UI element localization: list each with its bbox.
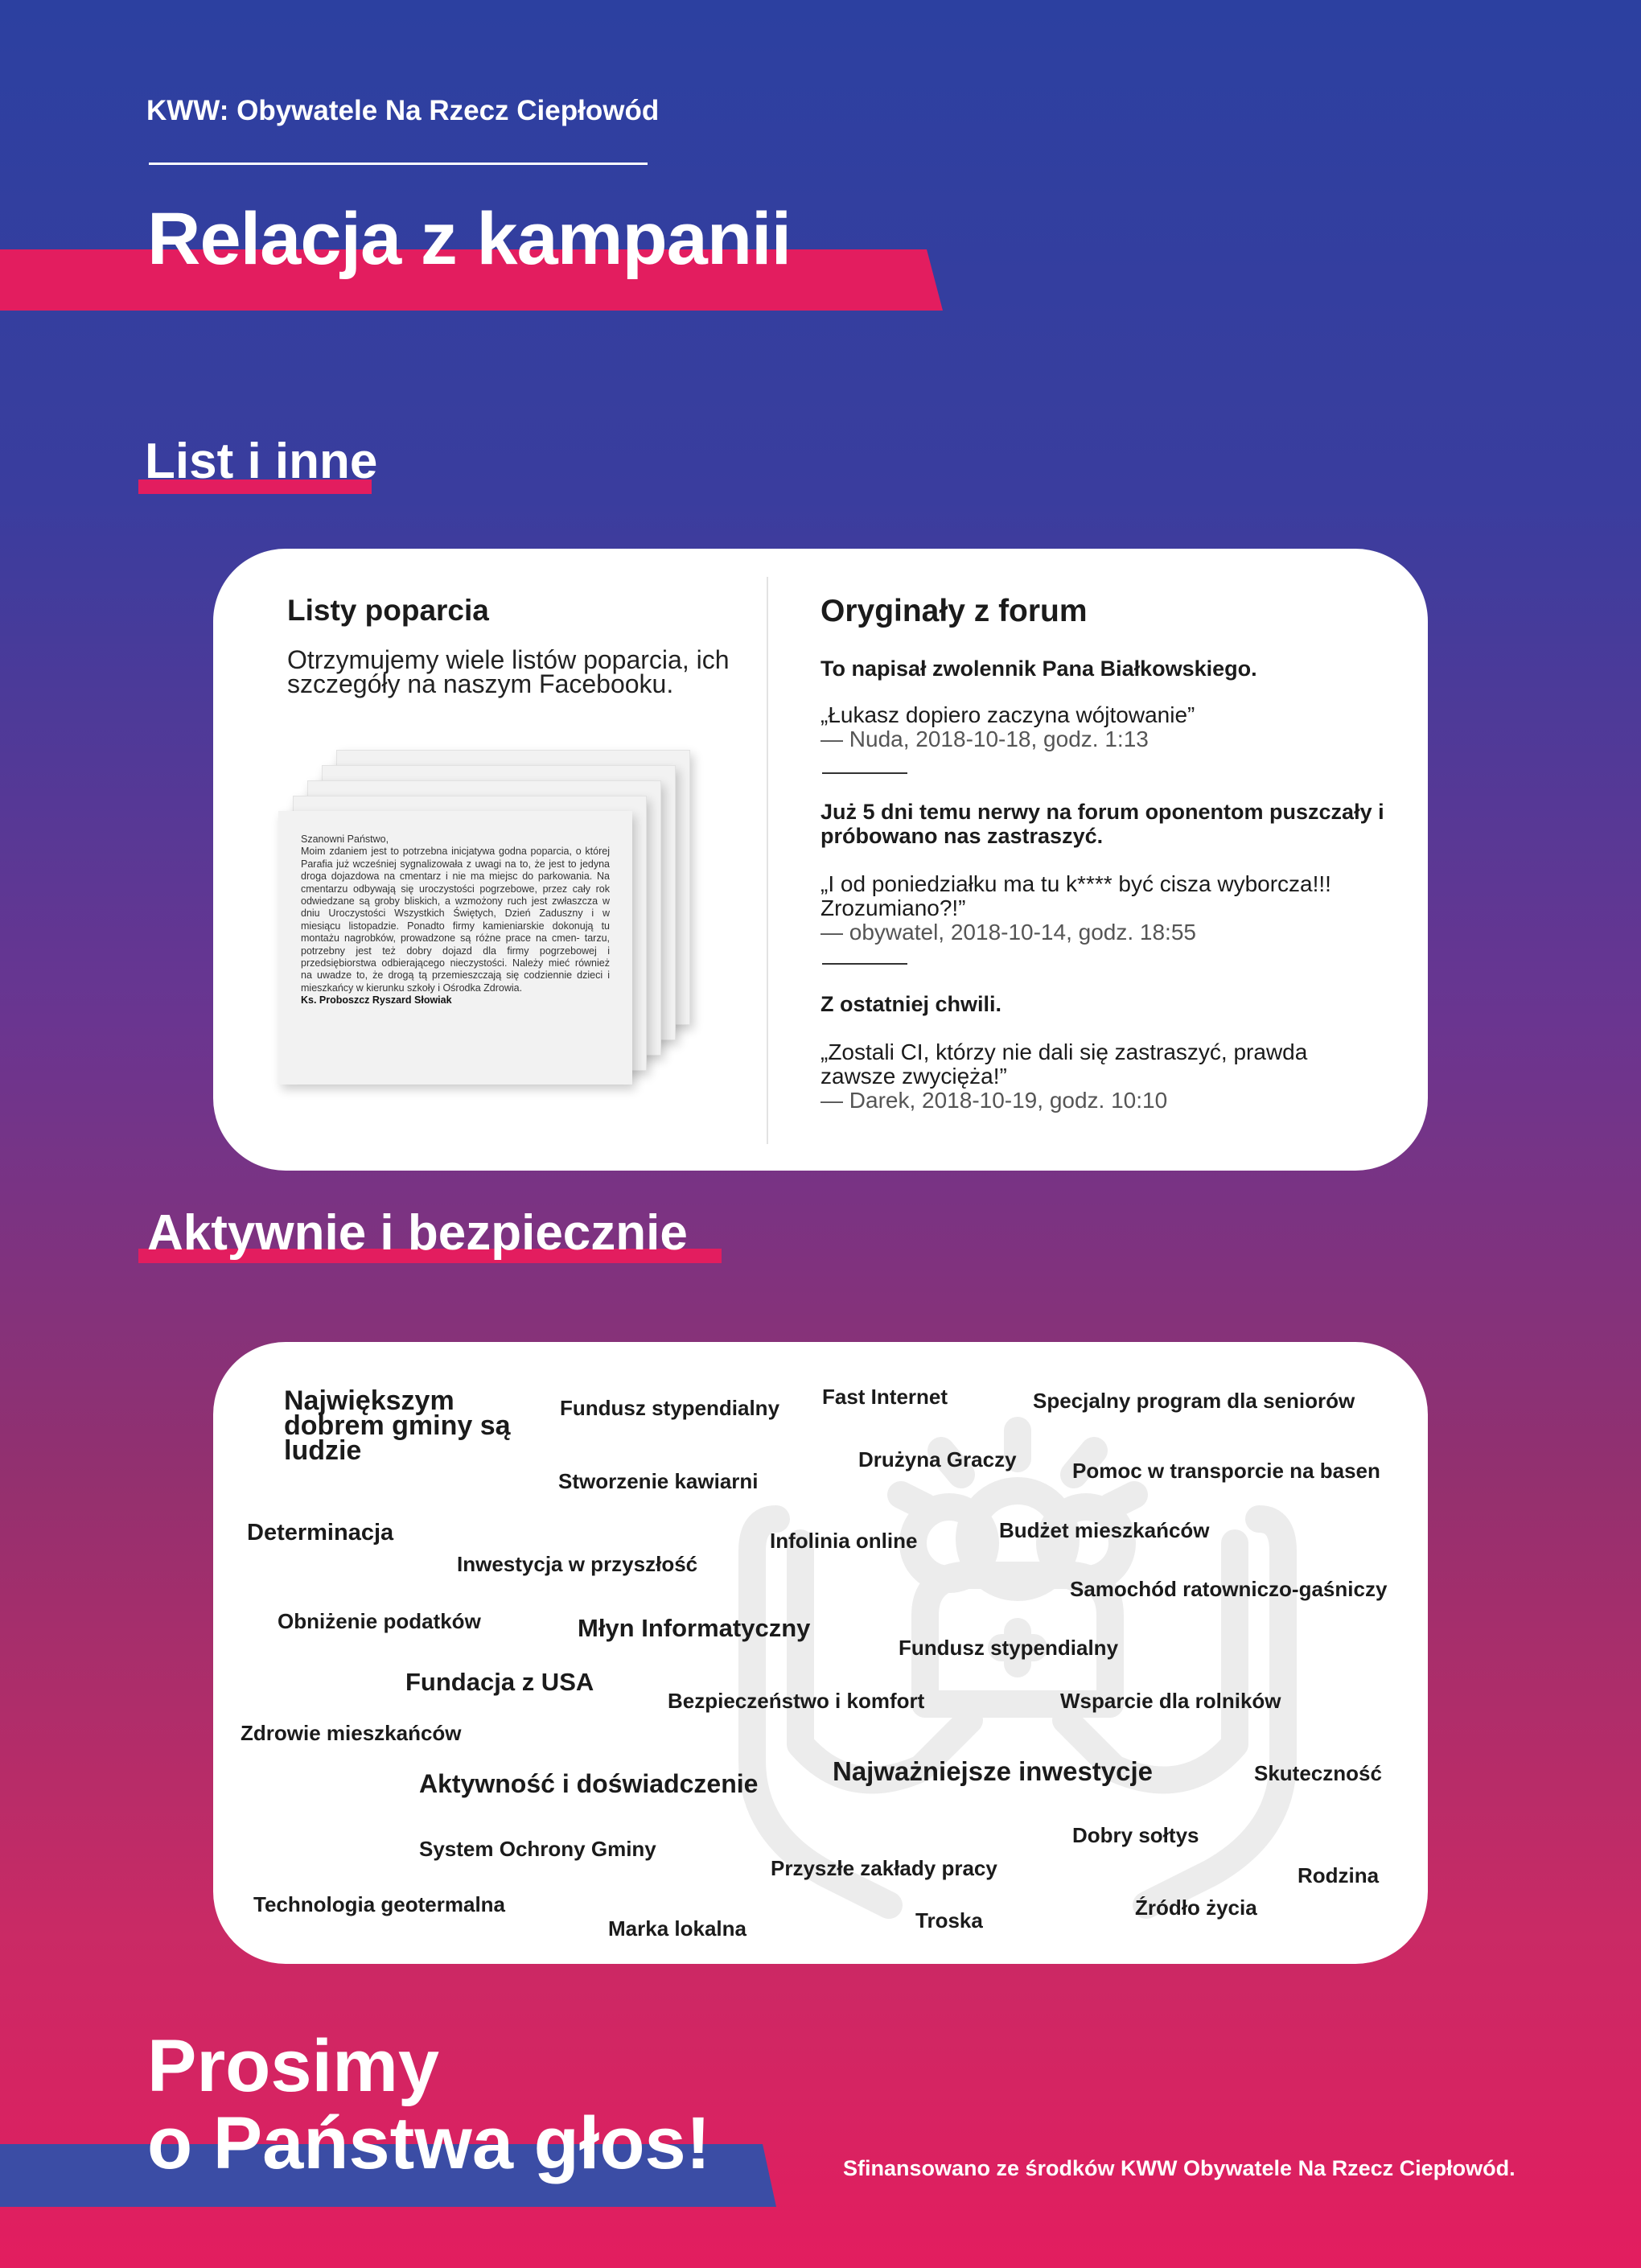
cloud-tag: Drużyna Graczy	[858, 1447, 1017, 1472]
cloud-tag: Stworzenie kawiarni	[558, 1469, 759, 1493]
call-to-vote-line1: Prosimy	[147, 2025, 440, 2107]
cloud-tag: Źródło życia	[1135, 1895, 1257, 1920]
cloud-tag: Rodzina	[1298, 1863, 1380, 1887]
forum-entry-meta: — Nuda, 2018-10-18, godz. 1:13	[820, 727, 1149, 751]
cloud-tag: Specjalny program dla seniorów	[1033, 1389, 1355, 1413]
section-title-active: Aktywnie i bezpiecznie	[147, 1205, 688, 1261]
call-to-vote	[147, 2027, 710, 2182]
cloud-tag: Dobry sołtys	[1072, 1823, 1199, 1847]
forum-entry-intro: Z ostatniej chwili.	[820, 992, 1002, 1016]
header-divider	[149, 163, 648, 165]
forum-entry-intro: Już 5 dni temu nerwy na forum oponentom puszczały i próbowano nas zastraszyć.	[820, 800, 1384, 848]
cloud-tag: Skuteczność	[1254, 1761, 1382, 1785]
section-title-list: List i inne	[145, 434, 378, 489]
support-letters-heading: Listy poparcia	[287, 594, 489, 627]
letter-signature: Ks. Proboszcz Ryszard Słowiak	[301, 994, 452, 1006]
cloud-tag: Bezpieczeństwo i komfort	[668, 1689, 925, 1713]
forum-entry-meta: — obywatel, 2018-10-14, godz. 18:55	[820, 920, 1196, 945]
cloud-tag: Determinacja	[247, 1520, 394, 1546]
cloud-tag: Fundusz stypendialny	[899, 1636, 1119, 1660]
cloud-tag: Infolinia online	[770, 1529, 918, 1553]
cloud-tag: Budżet mieszkańców	[999, 1518, 1210, 1542]
forum-heading: Oryginały z forum	[820, 594, 1088, 628]
forum-separator	[822, 963, 907, 965]
support-letter	[278, 811, 632, 1085]
forum-entry-quote: „I od poniedziałku ma tu k**** być cisza wyborcza!!! Zrozumiano?!”	[820, 871, 1331, 920]
cloud-tag: Aktywność i doświadczenie	[419, 1769, 759, 1798]
cloud-tag: System Ochrony Gminy	[419, 1837, 656, 1861]
forum-entry-quote: „Zostali CI, którzy nie dali się zastraszyć, prawda zawsze zwycięża!”	[820, 1039, 1308, 1089]
cloud-tag: Największym dobrem gminy są ludzie	[284, 1385, 511, 1466]
support-letters-description: Otrzymujemy wiele listów poparcia, ich szczegóły na naszym Facebooku.	[287, 645, 730, 698]
cloud-tag: Troska	[915, 1908, 983, 1933]
forum-entry-meta: — Darek, 2018-10-19, godz. 10:10	[820, 1088, 1168, 1113]
cloud-tag: Samochód ratowniczo-gaśniczy	[1070, 1577, 1388, 1601]
cloud-tag: Technologia geotermalna	[253, 1892, 506, 1916]
cloud-tag: Fundacja z USA	[405, 1668, 594, 1696]
forum-entry-intro: To napisał zwolennik Pana Białkowskiego.	[820, 657, 1257, 681]
organization-name: KWW: Obywatele Na Rzecz Ciepłowód	[146, 95, 660, 126]
cloud-tag: Inwestycja w przyszłość	[457, 1552, 698, 1576]
forum-entry-quote: „Łukasz dopiero zaczyna wójtowanie”	[820, 702, 1195, 727]
cloud-tag: Fast Internet	[822, 1385, 948, 1409]
cloud-tag: Wsparcie dla rolników	[1060, 1689, 1281, 1713]
card-divider	[767, 577, 768, 1144]
cloud-tag: Zdrowie mieszkańców	[241, 1721, 462, 1745]
forum-separator	[822, 772, 907, 774]
letter-body: Moim zdaniem jest to potrzebna inicjatywa godna poparcia, o której Parafia już wcześniej sygnalizowała z uwagi na to, że jest to jedyna droga dojazdowa na cmentarz i nie ma miejsc do parkowania. Na cmentarzu odbywają się uroczystości pogrzebowe, przez cały rok odwiedzane są groby bliskich, a wzmożony ruch jest zwłaszcza w dniu Uroczystości Wszystkich Świętych, Dzień Zaduszny i w miesiącu listopadzie. Ponadto firmy kamieniarskie dokonują tu montażu nagrobków, prowadzone są różne prace na cmen- tarzu, potrzebny jest też dobry dojazd dla firmy pogrzebowej i przedsiębiorstwa odbierającego nieczystości. Należy mieć również na uwadze to, że drogą tą przemieszczają się codziennie dzieci i mieszkańcy w kierunku szkoły i Ośrodka Zdrowia.	[301, 846, 610, 994]
cloud-tag: Marka lokalna	[608, 1916, 746, 1941]
cloud-tag: Przyszłe zakłady pracy	[771, 1856, 997, 1880]
cloud-tag: Fundusz stypendialny	[560, 1396, 780, 1420]
funding-note: Sfinansowano ze środków KWW Obywatele Na Rzecz Ciepłowód.	[843, 2156, 1516, 2180]
page-title: Relacja z kampanii	[147, 198, 792, 280]
cloud-tag: Pomoc w transporcie na basen	[1072, 1459, 1380, 1483]
call-to-vote-line2: o Państwa głos!	[147, 2102, 711, 2184]
cloud-tag: Obniżenie podatków	[278, 1609, 481, 1633]
cloud-tag: Młyn Informatyczny	[578, 1614, 811, 1642]
cloud-tag: Najważniejsze inwestycje	[833, 1756, 1154, 1786]
letter-greeting: Szanowni Państwo,	[301, 834, 389, 845]
